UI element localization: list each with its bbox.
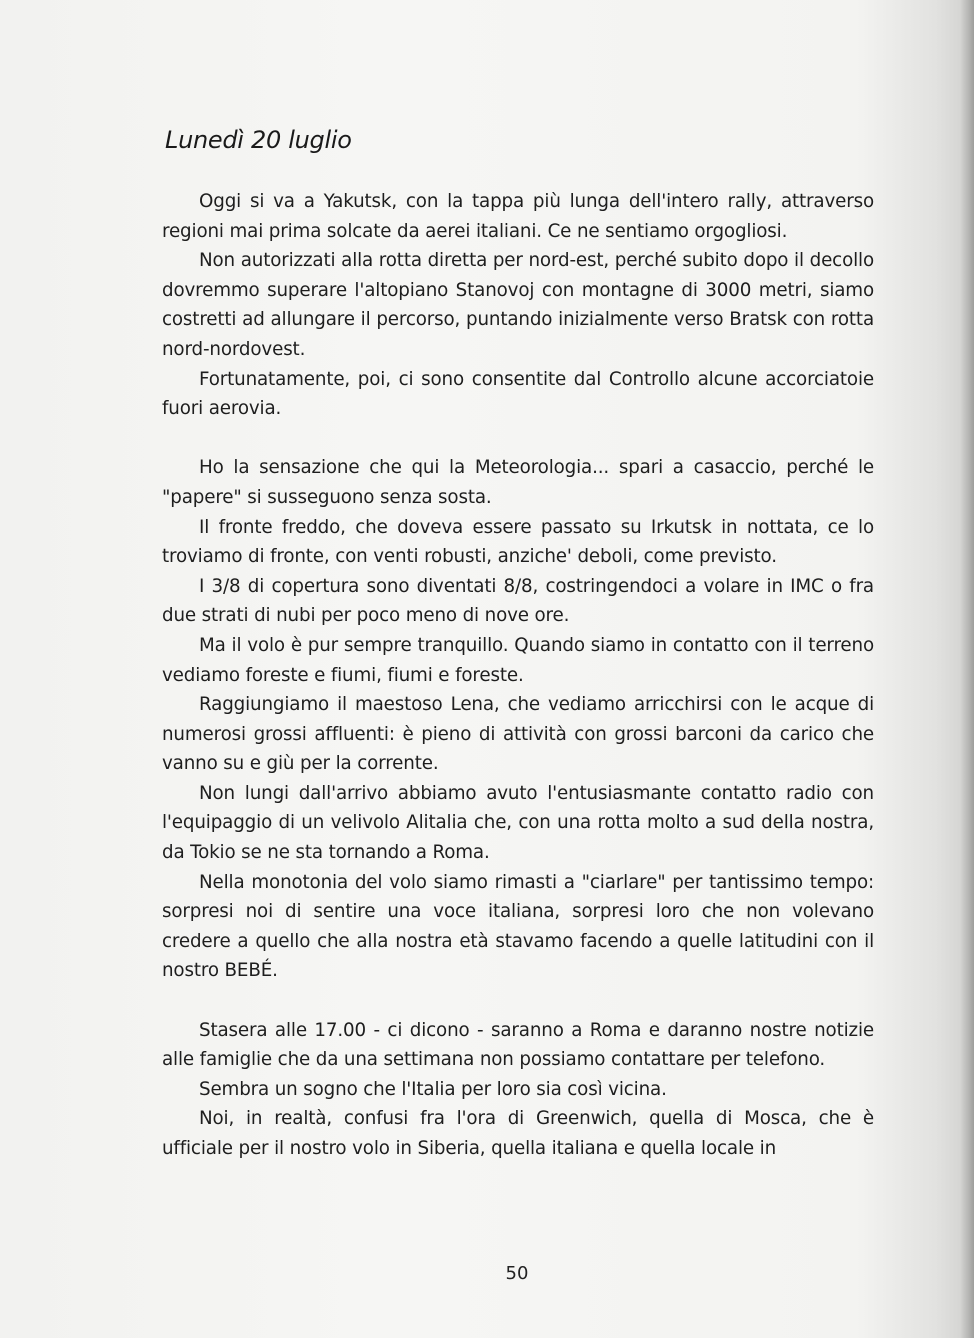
chapter-heading: Lunedì 20 luglio	[165, 126, 352, 154]
body-text	[162, 187, 874, 1164]
paragraph: Fortunatamente, poi, ci sono consentite dal Controllo alcune accorciatoie fuori aerovia.	[162, 368, 874, 420]
paragraph: Sembra un sogno che l'Italia per loro sia così vicina.	[199, 1078, 667, 1100]
paragraph: Non autorizzati alla rotta diretta per nord-est, perché subito dopo il decollo dovremmo superare l'altopiano Stanovoj con montagne di 3000 metri, siamo costretti ad allungare il percorso, puntando inizialmente verso Bratsk con rotta nord-nordovest.	[162, 250, 874, 360]
paragraph: Nella monotonia del volo siamo rimasti a "ciarlare" per tantissimo tempo: sorpresi noi di sentire una voce italiana, sorpresi loro che non volevano credere a quello che alla nostra età stavamo facendo a quelle latitudini con il nostro BEBÉ.	[162, 871, 874, 982]
paragraph: Ma il volo è pur sempre tranquillo. Quando siamo in contatto con il terreno vediamo foreste e fiumi, fiumi e foreste.	[162, 634, 874, 686]
page-number: 50	[505, 1263, 529, 1284]
paragraph: Non lungi dall'arrivo abbiamo avuto l'entusiasmante contatto radio con l'equipaggio di un velivolo Alitalia che, con una rotta molto a sud della nostra, da Tokio se ne sta tornando a Roma.	[162, 782, 874, 864]
paragraph: I 3/8 di copertura sono diventati 8/8, costringendoci a volare in IMC o fra due strati di nubi per poco meno di nove ore.	[162, 575, 874, 627]
paragraph: Stasera alle 17.00 - ci dicono - saranno a Roma e daranno nostre notizie alle famiglie che da una settimana non possiamo contattare per telefono.	[162, 1019, 874, 1071]
paragraph: Oggi si va a Yakutsk, con la tappa più lunga dell'intero rally, attraverso regioni mai prima solcate da aerei italiani. Ce ne sentiamo orgogliosi.	[162, 191, 874, 242]
paragraph: Noi, in realtà, confusi fra l'ora di Greenwich, quella di Mosca, che è ufficiale per il nostro volo in Siberia, quella italiana e quella locale in	[162, 1108, 874, 1159]
paragraph: Il fronte freddo, che doveva essere passato su Irkutsk in nottata, ce lo troviamo di fronte, con venti robusti, anziche' deboli, come previsto.	[162, 516, 874, 568]
page-edge-shadow	[960, 0, 974, 1338]
paragraph: Raggiungiamo il maestoso Lena, che vediamo arricchirsi con le acque di numerosi grossi affluenti: è pieno di attività con grossi barconi da carico che vanno su e giù per la corrente.	[162, 694, 874, 775]
paragraph: Ho la sensazione che qui la Meteorologia... spari a casaccio, perché le "papere" si susseguono senza sosta.	[162, 457, 874, 508]
